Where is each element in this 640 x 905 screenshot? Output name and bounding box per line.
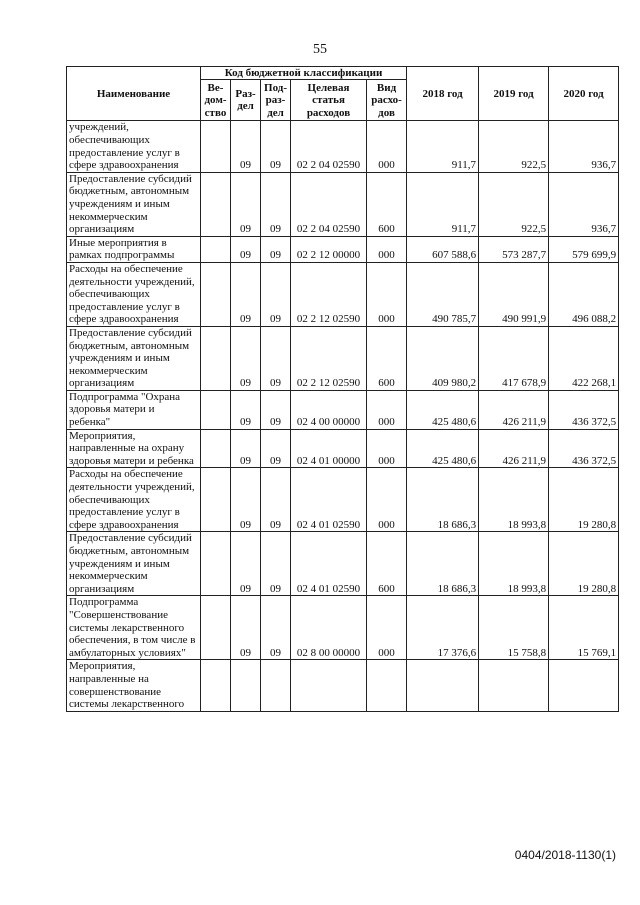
header-code-group: Код бюджетной классификации [201,67,407,80]
cell-y2019: 15 758,8 [479,596,549,660]
cell-target: 02 2 12 02590 [291,326,367,390]
cell-y2018: 17 376,6 [407,596,479,660]
cell-podrazdel: 09 [261,532,291,596]
document-code: 0404/2018-1130(1) [514,848,616,862]
cell-y2020: 15 769,1 [549,596,619,660]
table-row [67,172,619,236]
budget-table [66,66,619,712]
cell-ved [201,596,231,660]
cell-ved [201,429,231,468]
header-2020: 2020 год [549,67,619,121]
cell-podrazdel [261,660,291,711]
cell-ved [201,532,231,596]
cell-ved [201,468,231,532]
cell-podrazdel: 09 [261,326,291,390]
cell-ved [201,326,231,390]
cell-y2020: 422 268,1 [549,326,619,390]
cell-y2018: 911,7 [407,121,479,172]
cell-razdel: 09 [231,390,261,429]
table-row [67,390,619,429]
cell-razdel [231,660,261,711]
cell-target: 02 2 12 00000 [291,236,367,262]
cell-vid: 000 [367,468,407,532]
cell-y2020: 936,7 [549,172,619,236]
cell-razdel: 09 [231,468,261,532]
cell-y2019: 573 287,7 [479,236,549,262]
cell-y2019: 922,5 [479,172,549,236]
cell-target: 02 4 01 02590 [291,468,367,532]
cell-y2019: 18 993,8 [479,468,549,532]
cell-target: 02 2 12 02590 [291,262,367,326]
cell-razdel: 09 [231,262,261,326]
cell-name: Предоставление субсидий бюджетным, автономным учреждениям и иным некоммерческим организациям [67,326,201,390]
cell-y2018: 18 686,3 [407,532,479,596]
header-ved: Ве-дом-ство [201,80,231,121]
table-row [67,596,619,660]
cell-vid: 600 [367,532,407,596]
cell-name: Мероприятия, направленные на охрану здоровья матери и ребенка [67,429,201,468]
header-podrazdel: Под-раз-дел [261,80,291,121]
cell-y2020: 19 280,8 [549,532,619,596]
cell-ved [201,172,231,236]
cell-y2019: 490 991,9 [479,262,549,326]
cell-target: 02 2 04 02590 [291,172,367,236]
cell-vid: 600 [367,326,407,390]
table-row [67,236,619,262]
cell-name: Иные мероприятия в рамках подпрограммы [67,236,201,262]
cell-y2019: 18 993,8 [479,532,549,596]
cell-name: Подпрограмма "Совершенствование системы лекарственного обеспечения, в том числе в амбулаторных условиях" [67,596,201,660]
cell-ved [201,121,231,172]
cell-podrazdel: 09 [261,468,291,532]
cell-razdel: 09 [231,236,261,262]
cell-name: Подпрограмма "Охрана здоровья матери и ребенка" [67,390,201,429]
cell-y2018 [407,660,479,711]
cell-podrazdel: 09 [261,429,291,468]
header-name: Наименование [67,67,201,121]
cell-y2020 [549,660,619,711]
table-row [67,262,619,326]
cell-y2020: 436 372,5 [549,429,619,468]
cell-y2019 [479,660,549,711]
header-2019: 2019 год [479,67,549,121]
cell-name: Расходы на обеспечение деятельности учреждений, обеспечивающих предоставление услуг в сфере здравоохранения [67,262,201,326]
cell-name: Расходы на обеспечение деятельности учреждений, обеспечивающих предоставление услуг в сфере здравоохранения [67,468,201,532]
cell-ved [201,660,231,711]
cell-y2018: 18 686,3 [407,468,479,532]
cell-y2020: 19 280,8 [549,468,619,532]
cell-vid: 000 [367,390,407,429]
cell-vid: 600 [367,172,407,236]
cell-y2019: 922,5 [479,121,549,172]
cell-target: 02 4 01 00000 [291,429,367,468]
cell-y2018: 425 480,6 [407,429,479,468]
cell-name: Предоставление субсидий бюджетным, автономным учреждениям и иным некоммерческим организациям [67,172,201,236]
cell-target: 02 8 00 00000 [291,596,367,660]
page-number: 55 [313,42,327,57]
cell-y2018: 409 980,2 [407,326,479,390]
header-vid: Вид расхо-дов [367,80,407,121]
cell-y2019: 426 211,9 [479,390,549,429]
cell-y2020: 936,7 [549,121,619,172]
table-row [67,660,619,711]
cell-y2020: 579 699,9 [549,236,619,262]
table-row [67,532,619,596]
cell-y2019: 417 678,9 [479,326,549,390]
table-row [67,326,619,390]
table-row [67,468,619,532]
cell-vid: 000 [367,236,407,262]
cell-target: 02 4 01 02590 [291,532,367,596]
table-body [67,121,619,711]
cell-razdel: 09 [231,121,261,172]
cell-y2020: 496 088,2 [549,262,619,326]
cell-razdel: 09 [231,596,261,660]
cell-podrazdel: 09 [261,596,291,660]
cell-vid: 000 [367,121,407,172]
cell-target: 02 4 00 00000 [291,390,367,429]
header-2018: 2018 год [407,67,479,121]
cell-podrazdel: 09 [261,262,291,326]
cell-y2018: 425 480,6 [407,390,479,429]
cell-podrazdel: 09 [261,236,291,262]
cell-vid: 000 [367,596,407,660]
cell-y2018: 490 785,7 [407,262,479,326]
cell-ved [201,390,231,429]
cell-vid [367,660,407,711]
table-header [67,67,619,121]
cell-target: 02 2 04 02590 [291,121,367,172]
cell-y2019: 426 211,9 [479,429,549,468]
cell-podrazdel: 09 [261,390,291,429]
cell-razdel: 09 [231,172,261,236]
cell-name: учреждений, обеспечивающих предоставление услуг в сфере здравоохранения [67,121,201,172]
cell-razdel: 09 [231,429,261,468]
cell-vid: 000 [367,429,407,468]
cell-podrazdel: 09 [261,172,291,236]
table-row [67,121,619,172]
cell-ved [201,262,231,326]
cell-y2018: 911,7 [407,172,479,236]
cell-name: Предоставление субсидий бюджетным, автономным учреждениям и иным некоммерческим организациям [67,532,201,596]
cell-y2018: 607 588,6 [407,236,479,262]
cell-podrazdel: 09 [261,121,291,172]
header-target: Целевая статья расходов [291,80,367,121]
header-razdel: Раз-дел [231,80,261,121]
cell-ved [201,236,231,262]
cell-target [291,660,367,711]
table-row [67,429,619,468]
cell-razdel: 09 [231,532,261,596]
cell-y2020: 436 372,5 [549,390,619,429]
cell-name: Мероприятия, направленные на совершенствование системы лекарственного [67,660,201,711]
cell-razdel: 09 [231,326,261,390]
cell-vid: 000 [367,262,407,326]
